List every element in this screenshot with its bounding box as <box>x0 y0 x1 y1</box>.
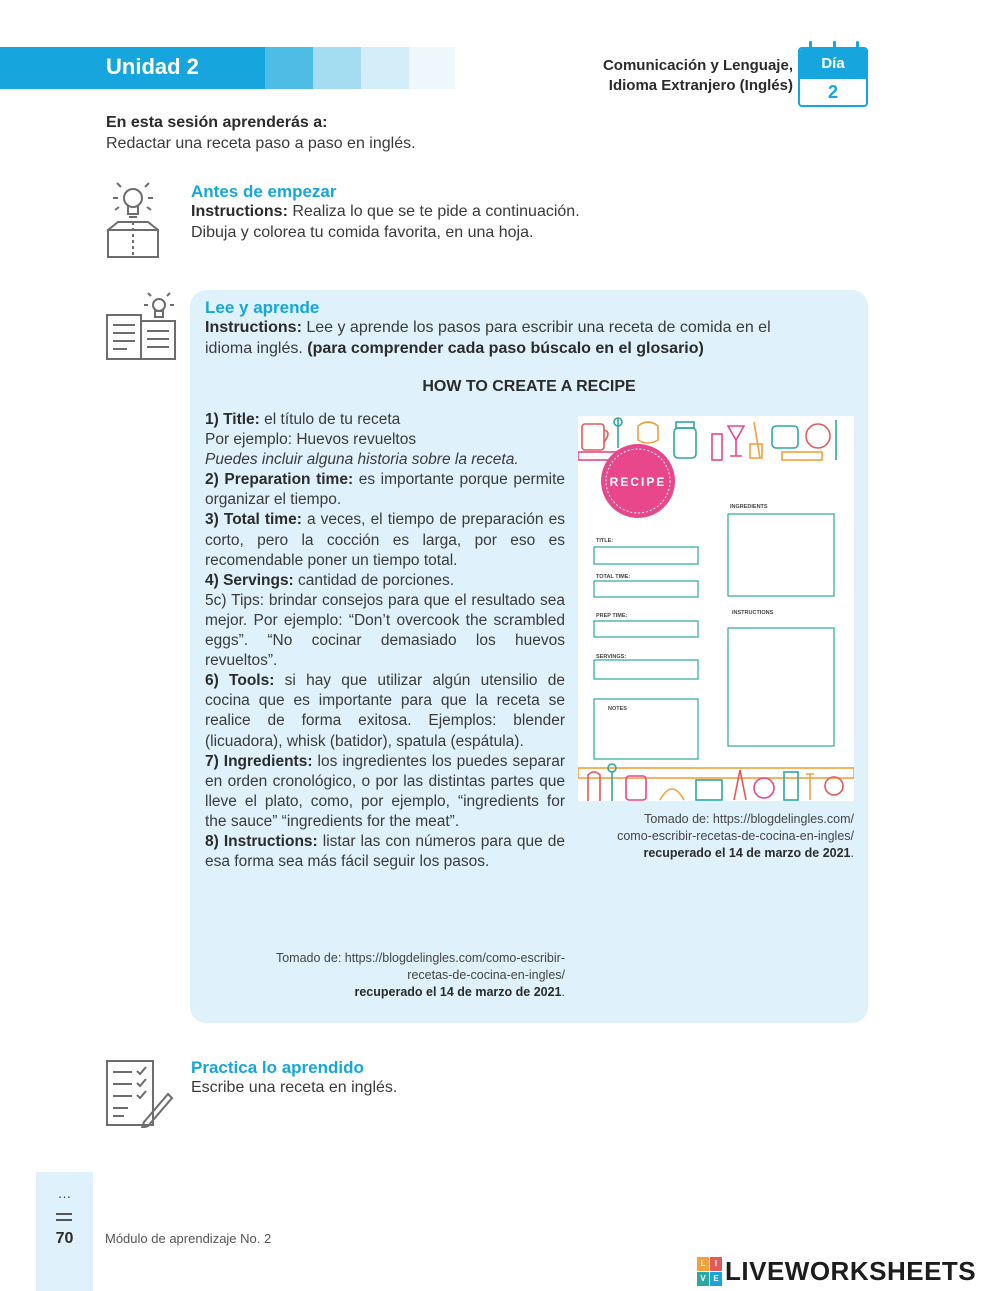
lee-title: Lee y aprende <box>205 298 320 317</box>
step-1-note: Puedes incluir alguna historia sobre la receta. <box>205 451 519 469</box>
source-citation-right: Tomado de: https://blogdelingles.com/ como-escribir-recetas-de-cocina-en-ingles/ recuperado el 14 de marzo de 2021. <box>617 812 854 860</box>
practica-text: Escribe una receta en inglés. <box>191 1079 398 1096</box>
recipe-steps <box>205 410 565 872</box>
title-field-label: TITLE: <box>596 538 614 544</box>
servings-label: SERVINGS: <box>596 654 627 660</box>
step-8: 8) Instructions: listar las con números para que de esa forma sea más fácil seguir los pasos. <box>205 832 566 871</box>
unit-title: Unidad 2 <box>106 54 199 79</box>
session-text: Redactar una receta paso a paso en inglés. <box>106 135 416 152</box>
antes-title: Antes de empezar <box>191 182 337 201</box>
practica-title: Practica lo aprendido <box>191 1058 364 1077</box>
page-number: 70 <box>55 1230 74 1247</box>
instructions-box <box>728 628 834 746</box>
day-number: 2 <box>827 82 838 102</box>
total-time-box <box>594 581 698 597</box>
notes-label: NOTES <box>608 706 627 712</box>
ingredients-label: INGREDIENTS <box>730 504 768 510</box>
recipe-badge-text: RECIPE <box>609 475 667 489</box>
kitchen-utensils-bottom-icon <box>578 764 854 801</box>
day-calendar-badge <box>798 47 868 107</box>
step-3: 3) Total time: a veces, el tiempo de preparación es corto, pero la cocción es larga, por eso es recomendable poner un tiempo total. <box>205 511 565 569</box>
liveworksheets-text: LIVEWORKSHEETS <box>725 1255 977 1286</box>
step-6: 6) Tools: si hay que utilizar algún utensilio de cocina que es importante para que la receta se realice de forma exitosa. Ejemplos: blender (licuadora), whisk (batidor), spatula (espátula). <box>205 672 565 750</box>
antes-instructions: Instructions: Realiza lo que se te pide a continuación. <box>191 203 580 220</box>
session-heading: En esta sesión aprenderás a: <box>106 114 328 131</box>
step-4: 4) Servings: cantidad de porciones. <box>205 571 455 589</box>
total-time-label: TOTAL TIME: <box>596 574 631 580</box>
book-lightbulb-icon <box>103 291 181 368</box>
recipe-card-image <box>578 416 854 801</box>
liveworksheets-logo <box>697 1256 976 1286</box>
checklist-pencil-icon <box>104 1058 174 1133</box>
lee-line2: idioma inglés. (para comprender cada paso búscalo en el glosario) <box>205 340 704 357</box>
unit-banner <box>0 47 455 89</box>
liveworksheets-blocks-icon: L I V E <box>697 1257 722 1286</box>
dots-icon: … <box>57 1185 72 1201</box>
module-label: Módulo de aprendizaje No. 2 <box>105 1231 272 1246</box>
step-2: 2) Preparation time: es importante porque permite organizar el tiempo. <box>205 471 566 509</box>
day-label: Día <box>800 49 866 79</box>
lee-instructions: Instructions: Lee y aprende los pasos para escribir una receta de comida en el <box>205 319 771 336</box>
prep-time-box <box>594 621 698 637</box>
how-to-title: HOW TO CREATE A RECIPE <box>422 378 636 395</box>
servings-box <box>594 660 698 679</box>
instructions-label: INSTRUCTIONS <box>732 610 774 616</box>
lightbulb-box-icon <box>104 182 162 265</box>
source-citation-left: Tomado de: https://blogdelingles.com/como-escribir- recetas-de-cocina-en-ingles/ recuperado el 14 de marzo de 2021. <box>275 951 565 999</box>
title-box <box>594 547 698 564</box>
step-5: 5c) Tips: brindar consejos para que el resultado sea mejor. Por ejemplo: “Don’t overcook the scrambled eggs”. “No cocinar demasiado los huevos revueltos”. <box>205 591 565 670</box>
step-1-example: Por ejemplo: Huevos revueltos <box>205 431 417 449</box>
subject-title: Comunicación y Lenguaje, Idioma Extranjero (Inglés) <box>602 57 793 94</box>
prep-time-label: PREP TIME: <box>596 613 628 619</box>
step-1: 1) Title: el título de tu receta <box>205 411 401 428</box>
equals-icon <box>56 1213 72 1221</box>
step-7: 7) Ingredients: los ingredientes los puedes separar en orden cronológico, o por las distintas partes que lleve el plato, como, por ejemplo, “ingredients for the sauce” “ingredients for the meat”. <box>205 752 566 830</box>
antes-line2: Dibuja y colorea tu comida favorita, en una hoja. <box>191 224 534 241</box>
ingredients-box <box>728 514 834 596</box>
